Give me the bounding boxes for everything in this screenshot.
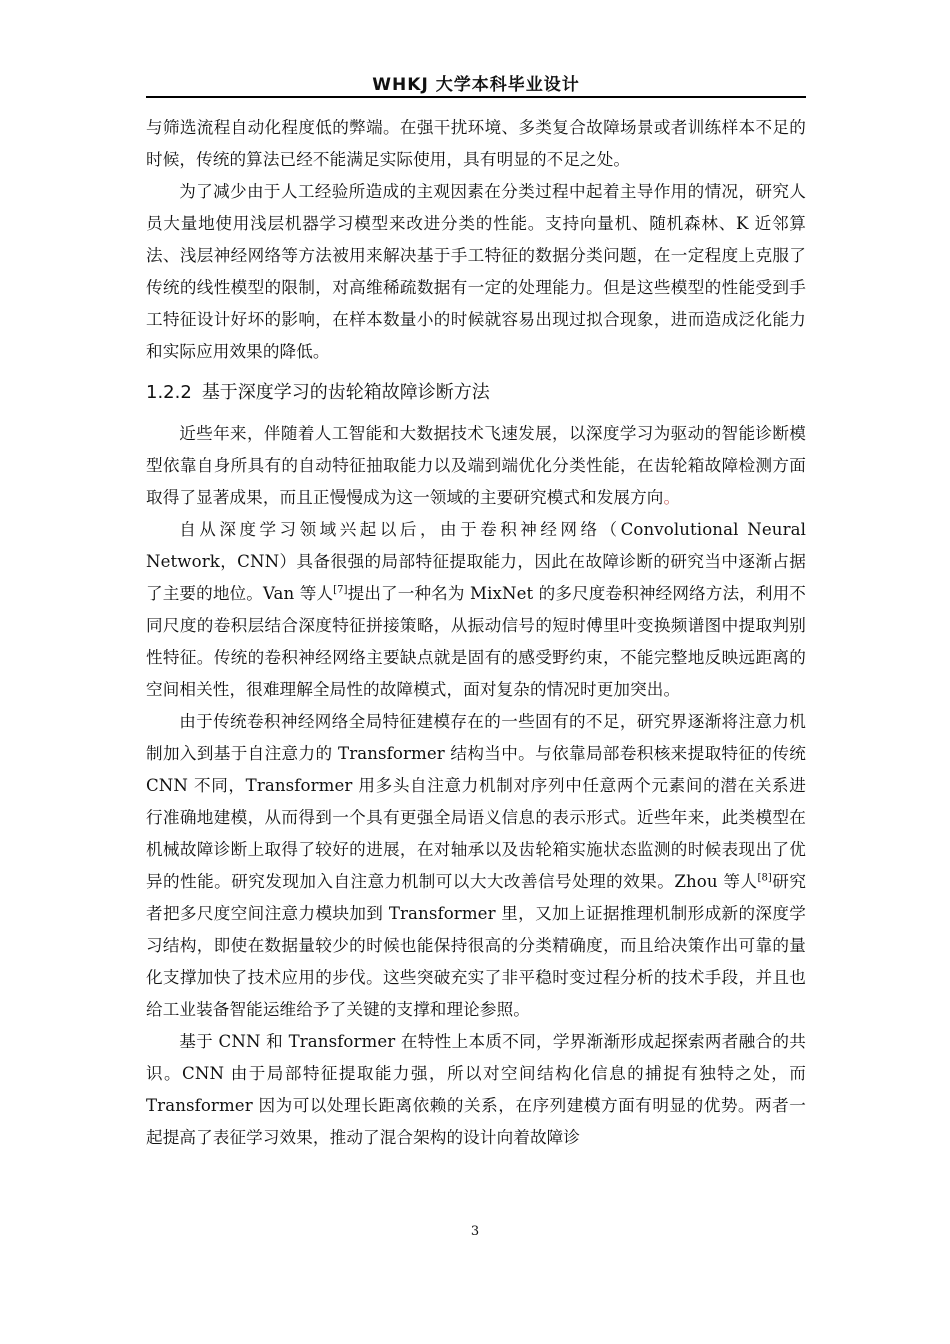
page-number: 3: [470, 1224, 480, 1239]
page-body: [146, 112, 806, 1154]
paragraph-text: 研究者把多尺度空间注意力模块加到 Transformer 里，又加上证据推理机制形成新的深度学习结构，即使在数据量较少的时候也能保持很高的分类精确度，而且给决策作出可靠的量化支撑加快了技术应用的步伐。这些突破充实了非平稳时变过程分析的技术手段，并且也给工业装备智能运维给予了关键的支撑和理论参照。: [146, 872, 807, 1019]
paragraph-deep-learning-intro: [146, 418, 806, 514]
paragraph-text: 提出了一种名为 MixNet 的多尺度卷积神经网络方法，利用不同尺度的卷积层结合深度特征拼接策略，从振动信号的短时傅里叶变换频谱图中提取判别性特征。传统的卷积神经网络主要缺点就是固有的感受野约束，不能完整地反映远距离的空间相关性，很难理解全局性的故障模式，面对复杂的情况时更加突出。: [146, 584, 807, 699]
paragraph-hybrid: 基于 CNN 和 Transformer 在特性上本质不同，学界渐渐形成起探索两者融合的共识。CNN 由于局部特征提取能力强，所以对空间结构化信息的捕捉有独特之处，而 Transformer 因为可以处理长距离依赖的关系，在序列建模方面有明显的优势。两者一起提高了表征学习效果，推动了混合架构的设计向着故障诊: [146, 1032, 806, 1147]
paragraph-text: 近些年来，伴随着人工智能和大数据技术飞速发展，以深度学习为驱动的智能诊断模型依靠自身所具有的自动特征抽取能力以及端到端优化分类性能，在齿轮箱故障检测方面取得了显著成果，而且正慢慢成为这一领域的主要研究模式和发展方向: [146, 424, 806, 507]
paragraph-continued: 与筛选流程自动化程度低的弊端。在强干扰环境、多类复合故障场景或者训练样本不足的时候，传统的算法已经不能满足实际使用，具有明显的不足之处。: [146, 118, 806, 169]
section-title: 基于深度学习的齿轮箱故障诊断方法: [201, 382, 490, 403]
citation-7: [7]: [333, 584, 348, 596]
section-number: 1.2.2: [146, 382, 192, 403]
paragraph-text: 自从深度学习领域兴起以后，由于卷积神经网络（Convolutional Neural Network，CNN）具备很强的局部特征提取能力，因此在故障诊断的研究当中逐渐占据了主要的地位。Van 等人: [146, 520, 806, 603]
header-title: WHKJ 大学本科毕业设计: [372, 75, 580, 95]
paragraph-text: 由于传统卷积神经网络全局特征建模存在的一些固有的不足，研究界逐渐将注意力机制加入到基于自注意力的 Transformer 结构当中。与依靠局部卷积核来提取特征的传统 CNN 不同，Transformer 用多头自注意力机制对序列中任意两个元素间的潜在关系进行准确地建模，从而得到一个具有更强全局语义信息的表示形式。近些年来，此类模型在机械故障诊断上取得了较好的进展，在对轴承以及齿轮箱实施状态监测的时候表现出了优异的性能。研究发现加入自注意力机制可以大大改善信号处理的效果。Zhou 等人: [146, 712, 806, 891]
page-header: [146, 62, 806, 98]
paragraph-shallow-ml: 为了减少由于人工经验所造成的主观因素在分类过程中起着主导作用的情况，研究人员大量地使用浅层机器学习模型来改进分类的性能。支持向量机、随机森林、K 近邻算法、浅层神经网络等方法被用来解决基于手工特征的数据分类问题，在一定程度上克服了传统的线性模型的限制，对高维稀疏数据有一定的处理能力。但是这些模型的性能受到手工特征设计好坏的影响，在样本数量小的时候就容易出现过拟合现象，进而造成泛化能力和实际应用效果的降低。: [146, 182, 806, 361]
section-heading: [146, 374, 806, 412]
paragraph-end-mark: 。: [663, 488, 681, 507]
paragraph-cnn: [146, 514, 806, 706]
citation-8: [8]: [757, 872, 772, 884]
paragraph-transformer: [146, 706, 806, 1026]
